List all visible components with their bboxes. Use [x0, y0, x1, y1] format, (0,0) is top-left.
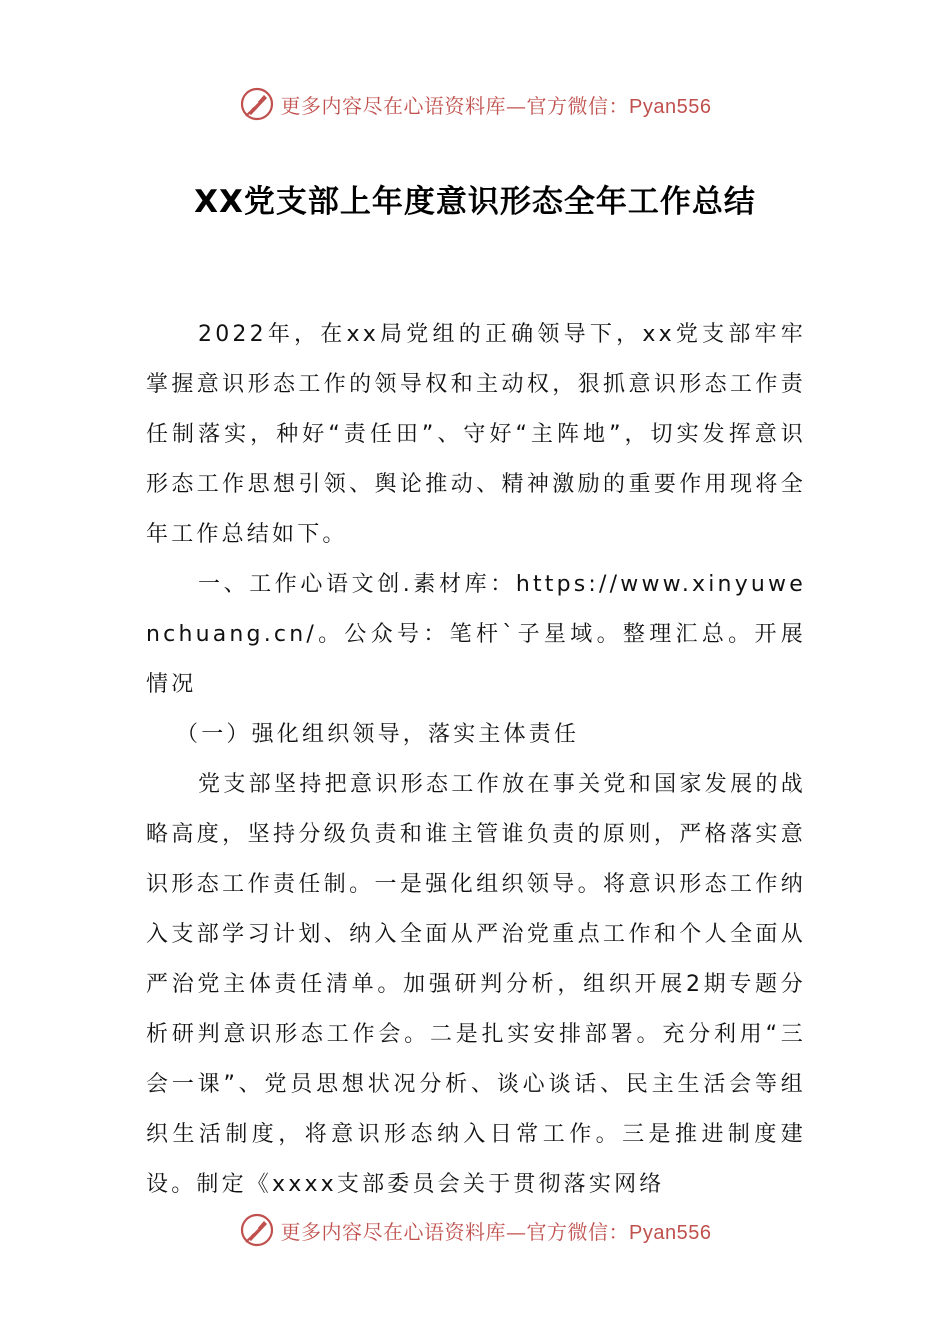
subsection-heading: （一）强化组织领导，落实主体责任 [176, 722, 580, 747]
watermark-text: 更多内容尽在心语资料库—官方微信：Pyan556 [280, 1219, 712, 1244]
section-heading: 一、工作心语文创.素材库：https://www.xinyuwenchuang.cn/。公众号：笔杆`子星域。整理汇总。开展情况 [146, 572, 806, 697]
body-paragraph: 党支部坚持把意识形态工作放在事关党和国家发展的战略高度，坚持分级负责和谁主管谁负责的原则，严格落实意识形态工作责任制。一是强化组织领导。将意识形态工作纳入支部学习计划、纳入全面从严治党重点工作和个人全面从严治党主体责任清单。加强研判分析，组织开展2期专题分析研判意识形态工作会。二是扎实安排部署。充分利用“三会一课”、党员思想状况分析、谈心谈话、民主生活会等组织生活制度，将意识形态纳入日常工作。三是推进制度建设。制定《xxxx支部委员会关于贯彻落实网络 [146, 772, 806, 1197]
watermark-text: 更多内容尽在心语资料库—官方微信：Pyan556 [280, 93, 712, 118]
header-watermark [0, 84, 950, 124]
footer-watermark [0, 1210, 950, 1250]
intro-paragraph: 2022年，在xx局党组的正确领导下，xx党支部牢牢掌握意识形态工作的领导权和主动权，狠抓意识形态工作责任制落实，种好“责任田”、守好“主阵地”，切实发挥意识形态工作思想引领、舆论推动、精神激励的重要作用现将全年工作总结如下。 [146, 322, 806, 547]
document-title: XX党支部上年度意识形态全年工作总结 [194, 184, 756, 220]
quill-logo-icon [239, 1212, 275, 1248]
quill-logo-icon [239, 86, 275, 122]
document-body [146, 310, 806, 1210]
